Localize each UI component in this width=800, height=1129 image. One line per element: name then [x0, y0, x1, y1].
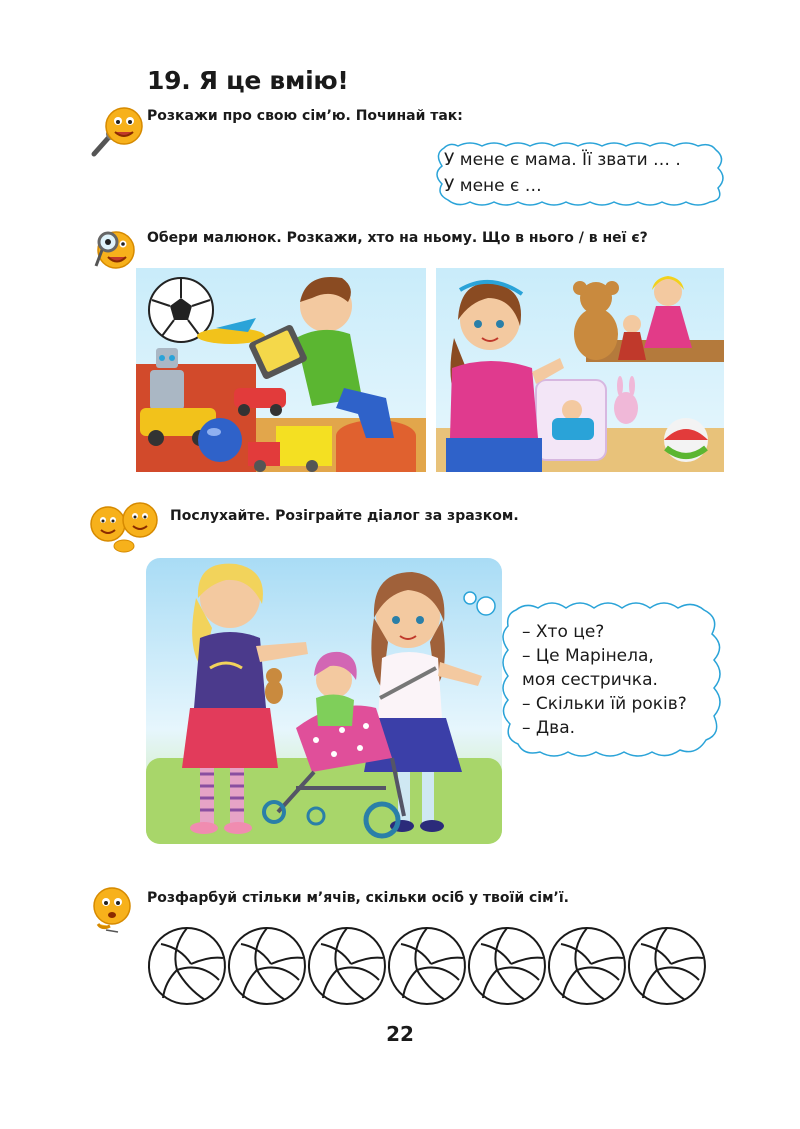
- bubble-line-2: У мене є …: [444, 176, 542, 196]
- volleyball-icon[interactable]: [387, 926, 467, 1006]
- dialog-line-1: – Хто це?: [522, 622, 605, 642]
- task1-instruction: Розкажи про свою сім’ю. Починай так:: [147, 108, 463, 124]
- dialog-line-5: – Два.: [522, 718, 576, 738]
- task4-instruction: Розфарбуй стільки м’ячів, скільки осіб у твоїй сім’ї.: [147, 890, 569, 906]
- dialog-thought-bubble: [460, 588, 730, 772]
- thinking-smiley-icon: [88, 884, 134, 934]
- volleyball-icon[interactable]: [307, 926, 387, 1006]
- dialog-line-4: – Скільки їй років?: [522, 694, 687, 714]
- page-number: 22: [386, 1022, 414, 1046]
- microphone-smiley-icon: [88, 104, 144, 158]
- volleyball-icon[interactable]: [227, 926, 307, 1006]
- bubble-line-1: У мене є мама. Її звати … .: [444, 150, 681, 170]
- girl-with-toys-picture[interactable]: [436, 268, 724, 472]
- dialog-scene-picture: [146, 558, 502, 844]
- task3-instruction: Послухайте. Розіграйте діалог за зразком.: [170, 508, 519, 524]
- volleyball-icon[interactable]: [547, 926, 627, 1006]
- magnifier-smiley-icon: [88, 224, 138, 272]
- volleyball-icon[interactable]: [147, 926, 227, 1006]
- two-smileys-handshake-icon: [88, 500, 164, 556]
- task2-instruction: Обери малюнок. Розкажи, хто на ньому. Що в нього / в неї є?: [147, 230, 648, 246]
- boy-with-toys-picture[interactable]: [136, 268, 426, 472]
- speech-bubble: [430, 140, 730, 208]
- volleyball-icon[interactable]: [627, 926, 707, 1006]
- dialog-line-2: – Це Марінела,: [522, 646, 654, 666]
- volleyball-icon[interactable]: [467, 926, 547, 1006]
- dialog-line-3: моя сестричка.: [522, 670, 658, 690]
- lesson-title: 19. Я це вмію!: [147, 66, 349, 95]
